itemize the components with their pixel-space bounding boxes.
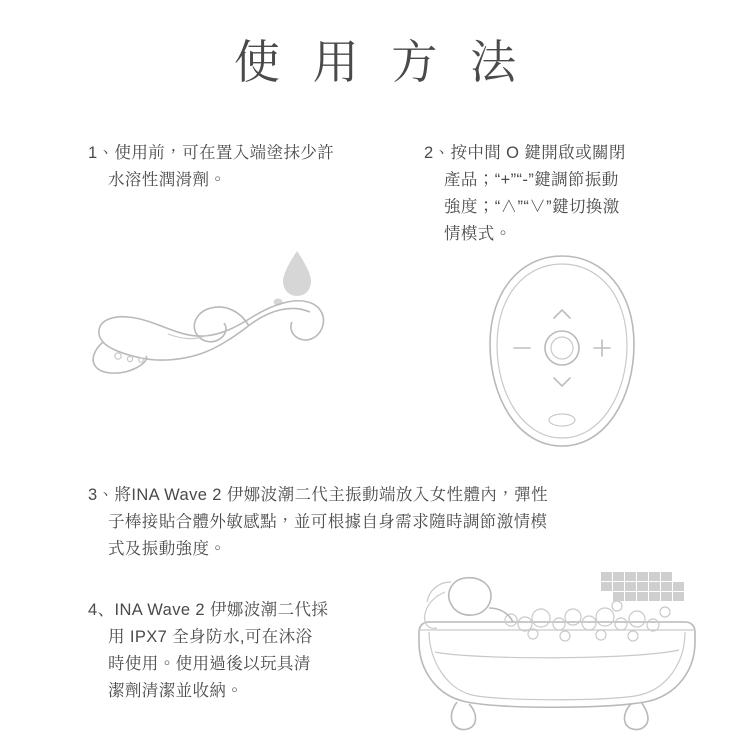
- step-4-number: 4、: [88, 601, 115, 619]
- product-toy-illustration: [78, 238, 408, 398]
- step-3-line-3: 式及振動強度。: [108, 540, 227, 558]
- step-1-text: [88, 140, 388, 194]
- step-4-line-2: 用 IPX7 全身防水,可在沐浴: [108, 628, 313, 646]
- step-4-line-1: INA Wave 2 伊娜波潮二代採: [114, 601, 329, 619]
- step-3-text: [88, 482, 678, 563]
- step-4-line-4: 潔劑清潔並收納。: [108, 682, 244, 700]
- step-2-line-3: 強度；“∧”“∨”鍵切換激: [444, 198, 620, 216]
- step-2-text: [424, 140, 686, 248]
- step-2-line-1: 按中間 O 鍵開啟或關閉: [450, 144, 626, 162]
- remote-control-illustration: [452, 248, 672, 468]
- step-3-line-2: 子棒接貼合體外敏感點，並可根據自身需求隨時調節激情模: [108, 513, 548, 531]
- step-3-line-1: 將INA Wave 2 伊娜波潮二代主振動端放入女性體內，彈性: [114, 486, 548, 504]
- step-2-number: 2、: [424, 144, 451, 162]
- step-2-line-4: 情模式。: [444, 225, 512, 243]
- step-4-line-3: 時使用。使用過後以玩具清: [108, 655, 311, 673]
- bathtub-illustration: [405, 560, 745, 735]
- page-title: 使 用 方 法: [233, 36, 527, 88]
- step-3-number: 3、: [88, 486, 115, 504]
- step-1-line-1: 使用前，可在置入端塗抹少許: [114, 144, 335, 162]
- step-4-text: [88, 597, 418, 705]
- step-1-line-2: 水溶性潤滑劑。: [108, 171, 227, 189]
- step-1-number: 1、: [88, 144, 115, 162]
- step-2-line-2: 產品；“+”“-”鍵調節振動: [444, 171, 619, 189]
